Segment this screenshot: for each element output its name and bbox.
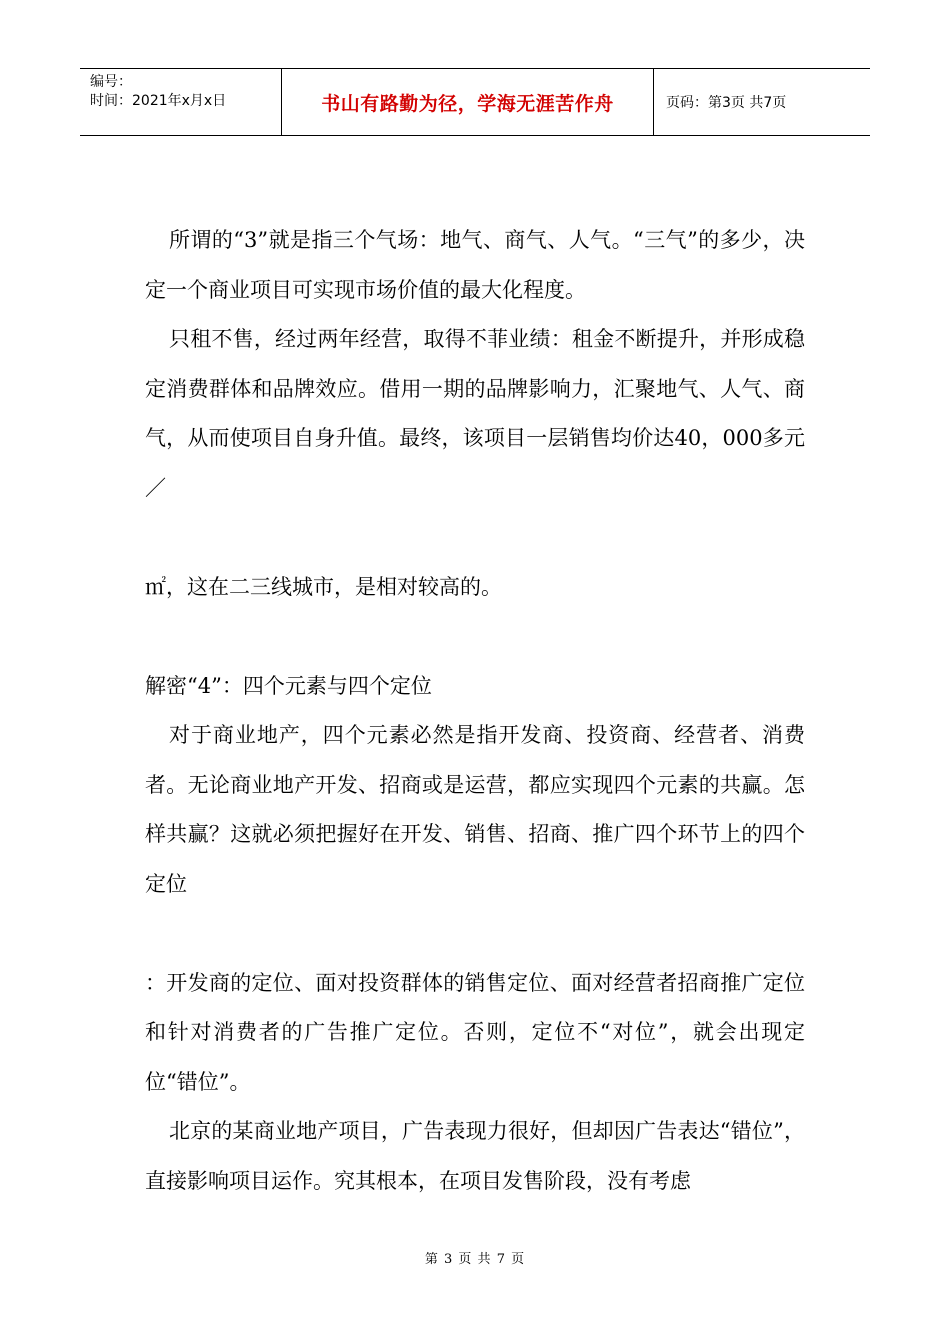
document-number-label: 编号：: [90, 74, 132, 90]
paragraph-three-qi: 所谓的“3”就是指三个气场：地气、商气、人气。“三气”的多少，决定一个商业项目可实现市场价值的最大化程度。: [145, 228, 805, 302]
header-motto: 书山有路勤为径，学海无涯苦作舟: [321, 92, 614, 115]
paragraph-price-note: ㎡，这在二三线城市，是相对较高的。: [145, 574, 502, 599]
paragraph-beijing-example: 北京的某商业地产项目，广告表现力很好，但却因广告表达“错位”，直接影响项目运作。究其根本，在项目发售阶段，没有考虑: [145, 1119, 805, 1193]
page-footer: 第 3 页 共 7 页: [424, 1252, 526, 1267]
paragraph-rent-only: 只租不售，经过两年经营，取得不菲业绩：租金不断提升，并形成稳定消费群体和品牌效应。借用一期的品牌影响力，汇聚地气、人气、商气，从而使项目自身升值。最终，该项目一层销售均价达40，000多元／: [145, 327, 805, 500]
document-header: [80, 68, 870, 136]
header-page-cell: [654, 69, 870, 135]
paragraph-four-elements: 对于商业地产，四个元素必然是指开发商、投资商、经营者、消费者。无论商业地产开发、招商或是运营，都应实现四个元素的共赢。怎样共赢？这就必须把握好在开发、销售、招商、推广四个环节上的四个定位: [145, 723, 805, 896]
spacer: [145, 612, 805, 662]
paragraph-four-positions: ：开发商的定位、面对投资群体的销售定位、面对经营者招商推广定位和针对消费者的广告推广定位。否则，定位不“对位”，就会出现定位“错位”。: [145, 970, 805, 1094]
header-motto-cell: [282, 69, 654, 135]
spacer: [145, 513, 805, 563]
document-date-label: 时间：2021年x月x日: [90, 93, 227, 109]
section-heading-four: 解密“4”：四个元素与四个定位: [145, 673, 432, 698]
spacer: [145, 909, 805, 959]
header-meta-cell: [80, 69, 282, 135]
document-body: [145, 216, 805, 1206]
header-page-number: 页码：第3页 共7页: [666, 95, 787, 111]
